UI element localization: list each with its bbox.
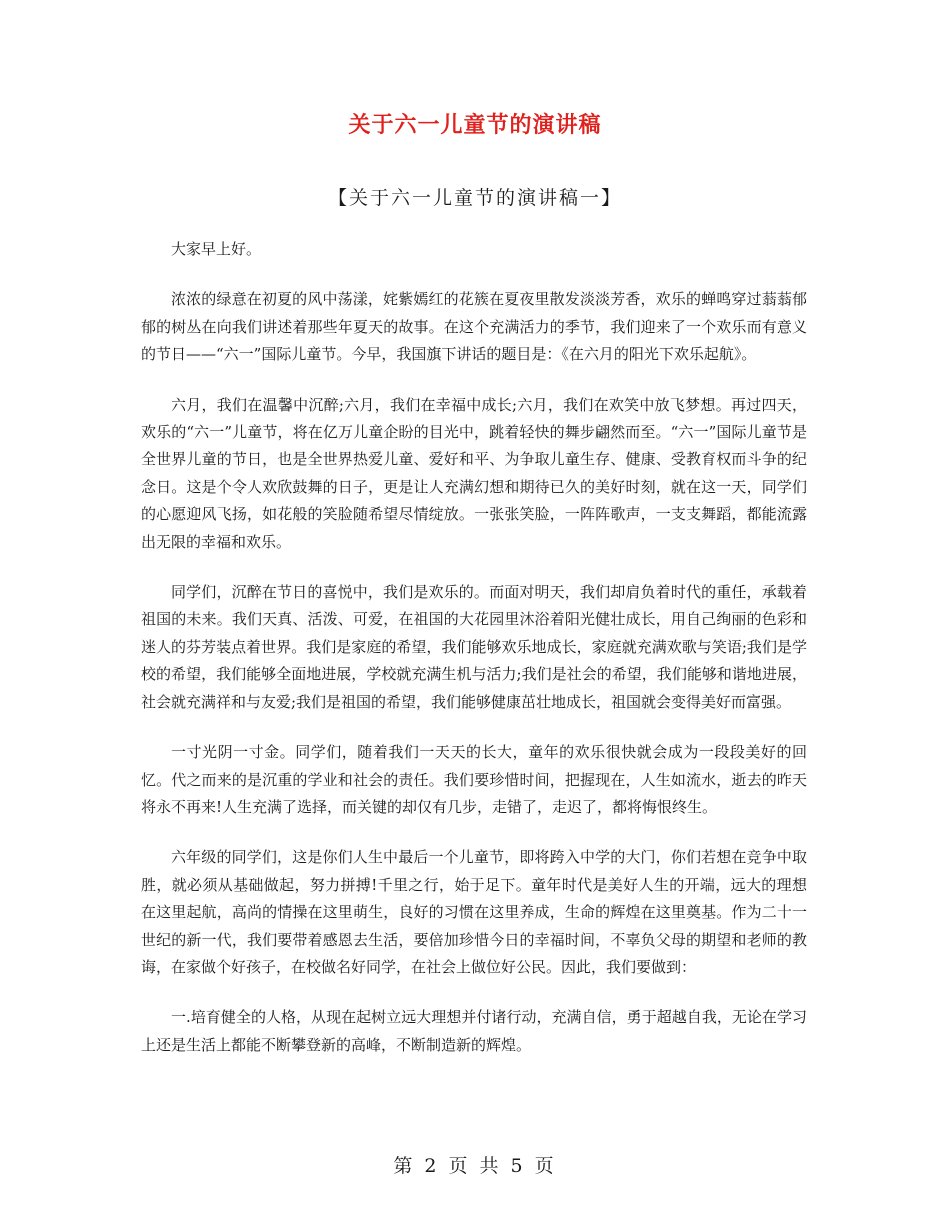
section-heading: 【关于六一儿童节的演讲稿一】 (327, 187, 622, 209)
paragraph: 一寸光阴一寸金。同学们，随着我们一天天的长大，童年的欢乐很快就会成为一段段美好的回忆。代之而来的是沉重的学业和社会的责任。我们要珍惜时间，把握现在，人生如流水，逝去的昨天将永不再来!人生充满了选择，而关键的却仅有几步，走错了，走迟了，都将悔恨终生。 (141, 743, 807, 816)
paragraph: 同学们，沉醉在节日的喜悦中，我们是欢乐的。而面对明天，我们却肩负着时代的重任，承载着祖国的未来。我们天真、活泼、可爱，在祖国的大花园里沐浴着阳光健壮成长，用自己绚丽的色彩和迷人的芬芳装点着世界。我们是家庭的希望，我们能够欢乐地成长，家庭就充满欢歌与笑语;我们是学校的希望，我们能够全面地进展，学校就充满生机与活力;我们是社会的希望，我们能够和谐地进展，社会就充满祥和与友爱;我们是祖国的希望，我们能够健康茁壮地成长，祖国就会变得美好而富强。 (141, 583, 807, 711)
paragraph-greeting: 大家早上好。 (171, 240, 262, 258)
paragraph: 浓浓的绿意在初夏的风中荡漾，姹紫嫣红的花簇在夏夜里散发淡淡芳香，欢乐的蝉鸣穿过蓊蓊郁郁的树丛在向我们讲述着那些年夏天的故事。在这个充满活力的季节，我们迎来了一个欢乐而有意义的节日——“六一”国际儿童节。今早，我国旗下讲话的题目是：《在六月的阳光下欢乐起航》。 (141, 290, 807, 364)
paragraph: 一.培育健全的人格，从现在起树立远大理想并付诸行动，充满自信，勇于超越自我，无论在学习上还是生活上都能不断攀登新的高峰，不断制造新的辉煌。 (141, 1008, 807, 1054)
document-title: 关于六一儿童节的演讲稿 (348, 113, 602, 138)
page-number-footer: 第 2 页 共 5 页 (393, 1155, 557, 1177)
paragraph: 六年级的同学们，这是你们人生中最后一个儿童节，即将跨入中学的大门，你们若想在竞争中取胜，就必须从基础做起，努力拼搏!千里之行，始于足下。童年时代是美好人生的开端，远大的理想在这里起航，高尚的情操在这里萌生，良好的习惯在这里养成，生命的辉煌在这里奠基。作为二十一世纪的新一代，我们要带着感恩去生活，要倍加珍惜今日的幸福时间，不辜负父母的期望和老师的教诲，在家做个好孩子，在校做名好同学，在社会上做位好公民。因此，我们要做到： (141, 848, 807, 976)
document-body (141, 236, 807, 1082)
paragraph: 六月，我们在温馨中沉醉;六月，我们在幸福中成长;六月，我们在欢笑中放飞梦想。再过四天，欢乐的“六一”儿童节，将在亿万儿童企盼的目光中，跳着轻快的舞步翩然而至。“六一”国际儿童节是全世界儿童的节日，也是全世界热爱儿童、爱好和平、为争取儿童生存、健康、受教育权而斗争的纪念日。这是个令人欢欣鼓舞的日子，更是让人充满幻想和期待已久的美好时刻，就在这一天，同学们的心愿迎风飞扬，如花般的笑脸随希望尽情绽放。一张张笑脸，一阵阵歌声，一支支舞蹈，都能流露出无限的幸福和欢乐。 (141, 395, 807, 551)
